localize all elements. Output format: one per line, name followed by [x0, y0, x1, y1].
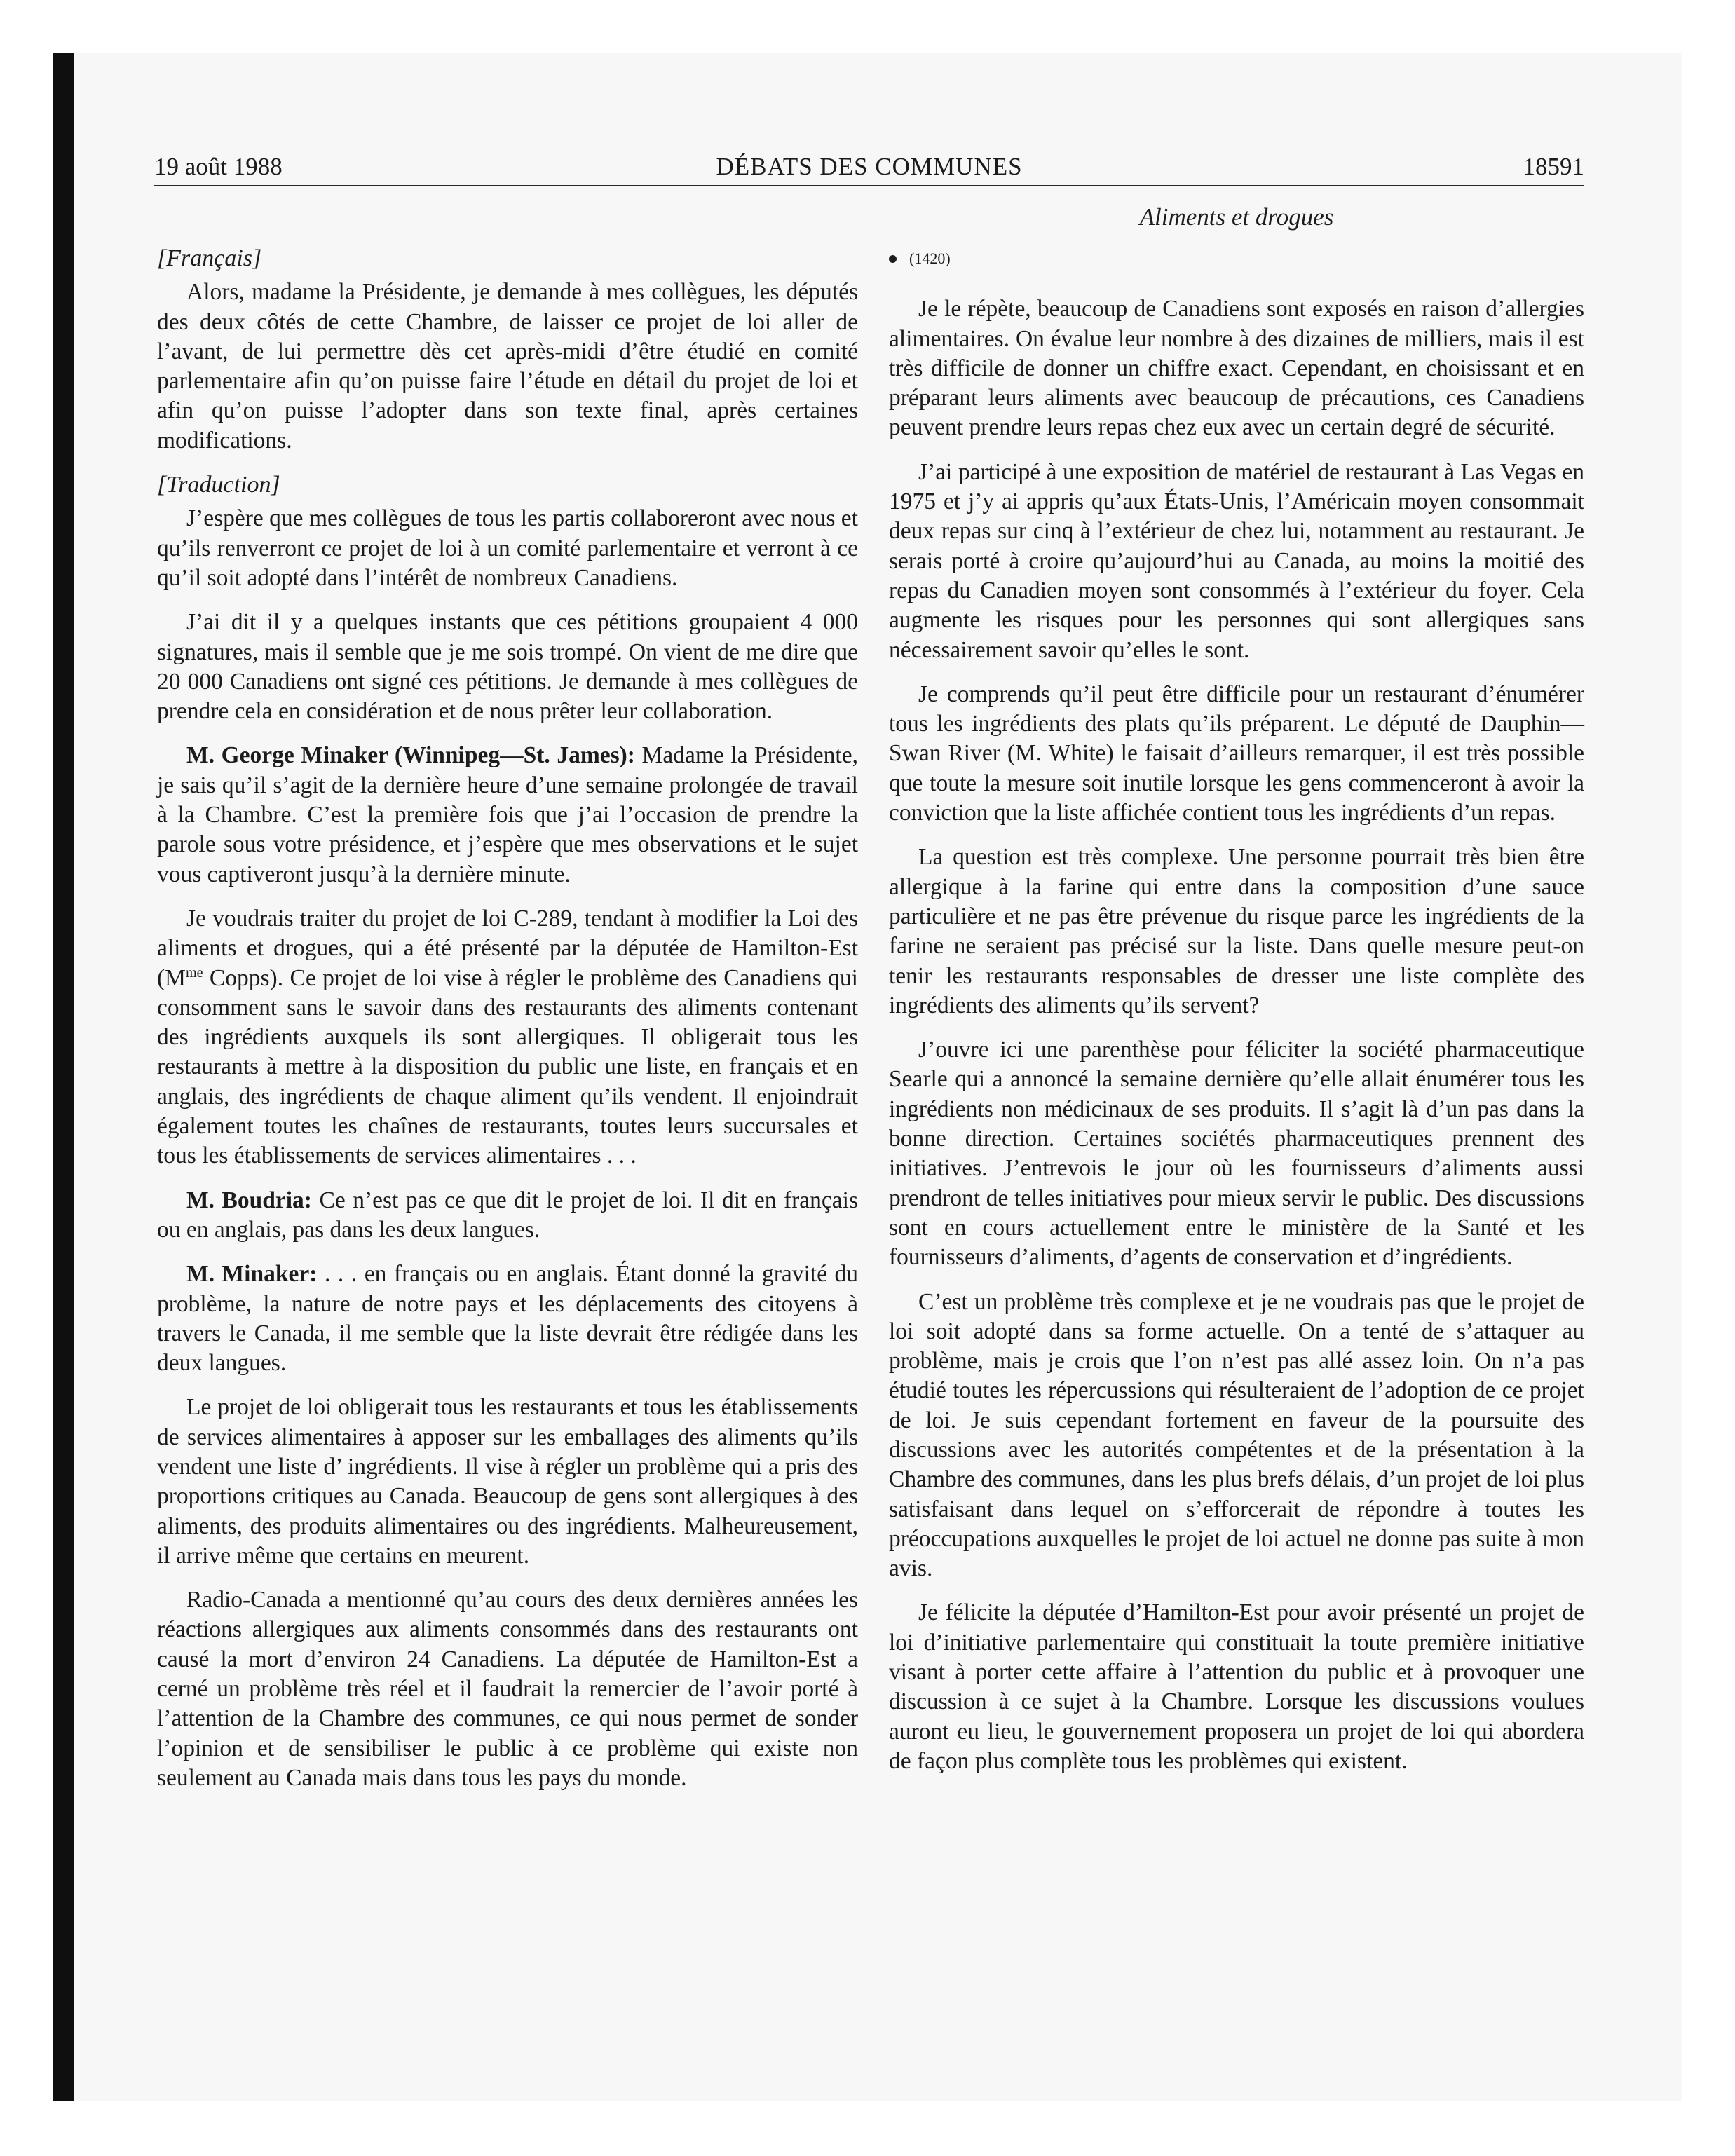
paragraph: C’est un problème très complexe et je ne voudrais pas que le projet de loi soit adopté dans sa forme actuelle. On a tenté de s’attaquer au problème, mais je crois que l’on n’est pas allé assez loin. On n’a pas étudié toutes les répercussions qui résulteraient de l’adoption de ce projet de loi. Je suis cependant fortement en faveur de la poursuite des discussions avec les autorités compétentes et de la présentation à la Chambre des communes, dans les plus brefs délais, d’un projet de loi plus satisfaisant dans lequel on s’efforcerait de répondre à toutes les préoccupations auxquelles le projet de loi actuel ne donne pas suite à mon avis.	[889, 1288, 1584, 1582]
speaker-name: M. George Minaker (Winnipeg—St. James):	[186, 742, 635, 769]
paragraph: J’ai participé à une exposition de matériel de restaurant à Las Vegas en 1975 et j’y ai appris qu’aux États-Unis, l’Américain moyen consommait deux repas sur cinq à l’extérieur de chez lui, notamment au restaurant. Je serais porté à croire qu’aujourd’hui au Canada, au moins la moitié des repas du Canadien moyen sont consommés à l’extérieur du foyer. Cela augmente les risques pour les personnes qui sont allergiques sans nécessairement savoir qu’elles le sont.	[889, 458, 1584, 663]
paragraph: Je le répète, beaucoup de Canadiens sont exposés en raison d’allergies alimentaires. On évalue leur nombre à des dizaines de milliers, mais il est très difficile de donner un chiffre exact. Cependant, en choisissant et en préparant leurs aliments avec beaucoup de précautions, ces Canadiens peuvent prendre leurs repas chez eux avec un certain degré de sécurité.	[889, 296, 1584, 441]
section-title: Aliments et drogues	[1139, 203, 1334, 231]
speech-paragraph: M. George Minaker (Winnipeg—St. James): Madame la Présidente, je sais qu’il s’agit de la dernière heure d’une semaine prolongée de travail à la Chambre. C’est la première fois que j’ai l’occasion de prendre la parole sous votre présidence, et j’espère que mes observations et le sujet vous captiveront jusqu’à la dernière minute.	[157, 742, 858, 887]
header-page-number: 18591	[1523, 153, 1584, 180]
left-column	[157, 244, 858, 1808]
paragraph: J’ouvre ici une parenthèse pour féliciter la société pharmaceutique Searle qui a annoncé la semaine dernière qu’elle allait énumérer tous les ingrédients non médicinaux de ses produits. Il s’agit là d’un pas dans la bonne direction. Certaines sociétés pharmaceutiques prennent des initiatives. J’entrevois le jour où les fournisseurs d’aliments aussi prendront de telles initiatives pour mieux servir le public. Des discussions sont en cours actuellement entre le ministère de la Santé et les fournisseurs d’aliments, d’agents de conservation et d’ingrédients.	[889, 1037, 1584, 1271]
paragraph: Je félicite la députée d’Hamilton-Est pour avoir présenté un projet de loi d’initiative parlementaire qui constituait la toute première initiative visant à porter cette affaire à l’attention du public et à provoquer une discussion à ce sujet à la Chambre. Lorsque les discussions voulues auront eu lieu, le gouvernement proposera un projet de loi qui abordera de façon plus complète tous les problèmes qui existent.	[889, 1599, 1584, 1774]
speech-paragraph: M. Minaker: . . . en français ou en anglais. Étant donné la gravité du problème, la nature de notre pays et les déplacements des citoyens à travers le Canada, il me semble que la liste devrait être rédigée dans les deux langues.	[157, 1261, 859, 1377]
header-rule	[154, 185, 1584, 186]
paragraph: Je voudrais traiter du projet de loi C-289, tendant à modifier la Loi des aliments et drogues, qui a été présenté par la députée de Hamilton-Est ($M^{me}$ Copps). Ce projet de loi vise à régler le problème des Canadiens qui consomment sans le savoir dans des restaurants des aliments contenant des ingrédients auxquels ils sont allergiques. Il obligerait tous les restaurants à mettre à la disposition du public une liste, en français et en anglais, des ingrédients de chaque aliment qu’ils vendent. Il enjoindrait également toutes les chaînes de restaurants, toutes leurs succursales et tous les établissements de services alimentaires . . .	[157, 905, 858, 1169]
header-title: DÉBATS DES COMMUNES	[716, 153, 1023, 180]
language-tag-francais: [Français]	[157, 245, 262, 271]
header-date: 19 août 1988	[154, 153, 283, 180]
speaker-name: M. Minaker:	[186, 1261, 318, 1288]
bullet-icon	[889, 255, 897, 263]
time-marker: (1420)	[889, 244, 1584, 273]
page-header	[154, 153, 1584, 189]
paragraph: Je comprends qu’il peut être difficile pour un restaurant d’énumérer tous les ingrédients des plats qu’ils préparent. Le député de Dauphin—Swan River (M. White) le faisait d’ailleurs remarquer, il est très possible que toute la mesure soit inutile lorsque les gens commenceront à avoir la conviction que la liste affichée contient tous les ingrédients d’un repas.	[889, 681, 1584, 826]
paragraph: Radio-Canada a mentionné qu’au cours des deux dernières années les réactions allergiques aux aliments consommés dans des restaurants ont causé la mort d’environ 24 Canadiens. La députée de Hamilton-Est a cerné un problème très réel et il faudrait la remercier de l’avoir porté à l’attention de la Chambre des communes, ce qui nous permet de sonder l’opinion et de sensibiliser le public à ce problème qui existe non seulement au Canada mais dans tous les pays du monde.	[157, 1587, 858, 1791]
paragraph: Alors, madame la Présidente, je demande à mes collègues, les députés des deux côtés de cette Chambre, de laisser ce projet de loi aller de l’avant, de lui permettre dès cet après-midi d’être étudié en comité parlementaire afin qu’on puisse faire l’étude en détail du projet de loi et afin qu’on puisse l’adopter dans son texte final, après certaines modifications.	[157, 279, 858, 453]
paragraph: La question est très complexe. Une personne pourrait très bien être allergique à la farine qui entre dans la composition d’une sauce particulière et ne pas être prévenue du risque parce les ingrédients de la farine ne seraient pas précisé sur la liste. Dans quelle mesure peut-on tenir les restaurants responsables de dresser une liste complète des ingrédients des aliments qu’ils servent?	[889, 844, 1584, 1018]
paragraph: J’ai dit il y a quelques instants que ces pétitions groupaient 4 000 signatures, mais il semble que je me sois trompé. On vient de me dire que 20 000 Canadiens ont signé ces pétitions. Je demande à mes collègues de prendre cela en considération et de nous prêter leur collaboration.	[157, 609, 858, 725]
scan-edge-bar	[53, 53, 74, 2101]
language-tag-traduction: [Traduction]	[157, 472, 280, 498]
speech-paragraph: M. Boudria: Ce n’est pas ce que dit le projet de loi. Il dit en français ou en anglais, pas dans les deux langues.	[157, 1187, 858, 1243]
speaker-name: M. Boudria:	[186, 1187, 312, 1213]
paragraph: Le projet de loi obligerait tous les restaurants et tous les établissements de services alimentaires à apposer sur les emballages des aliments qu’ils vendent une liste d’ ingrédients. Il vise à régler un problème qui a pris des proportions critiques au Canada. Beaucoup de gens sont allergiques à des aliments, des produits alimentaires ou des ingrédients. Malheureusement, il arrive même que certains en meurent.	[157, 1394, 858, 1569]
right-column	[889, 244, 1584, 1791]
paragraph: J’espère que mes collègues de tous les partis collaboreront avec nous et qu’ils renverront ce projet de loi à un comité parlementaire et verront à ce qu’il soit adopté dans l’intérêt de nombreux Canadiens.	[157, 505, 858, 591]
